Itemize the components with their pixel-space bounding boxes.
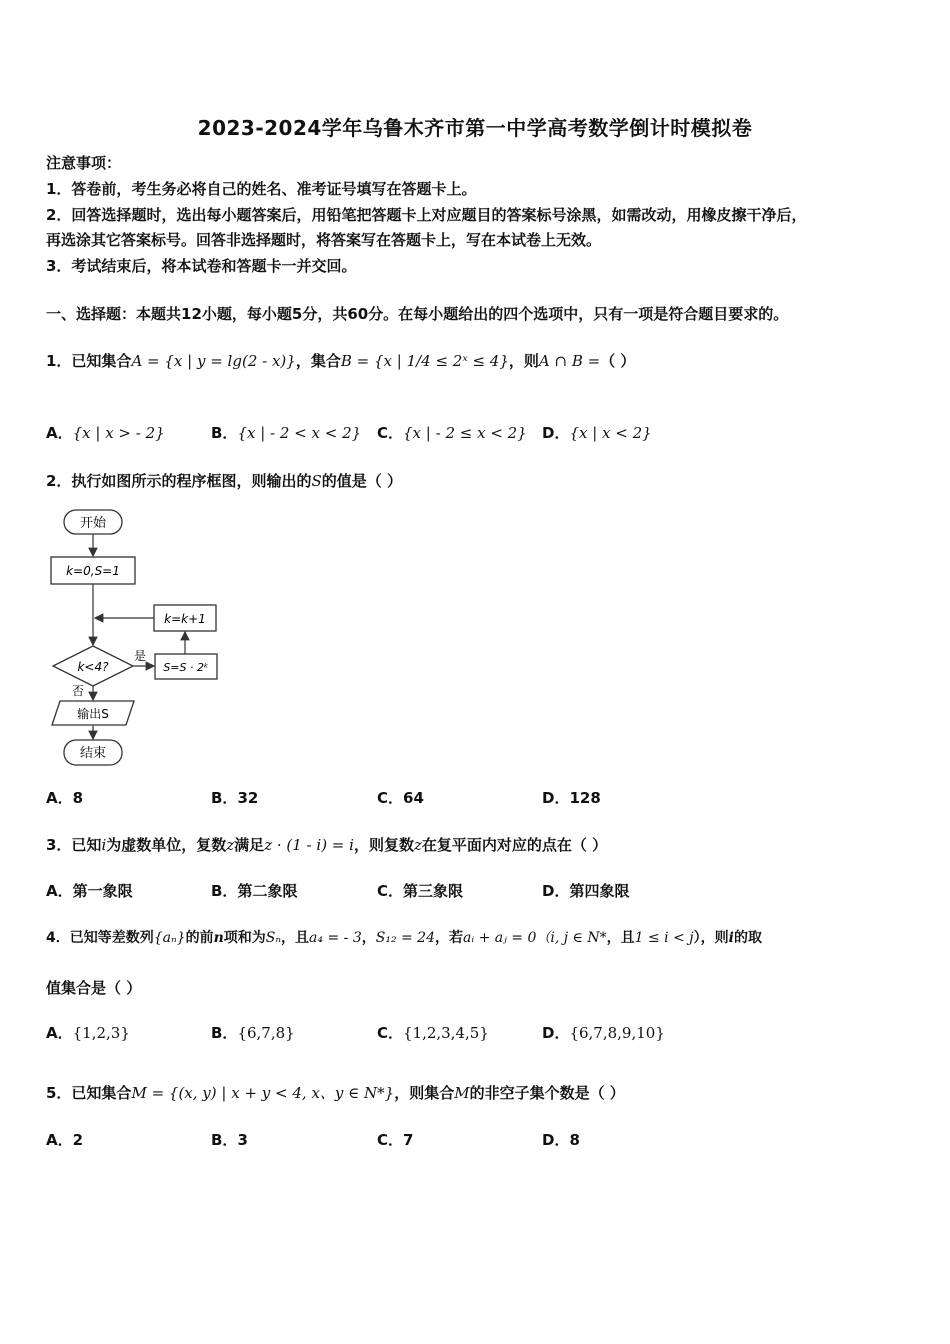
option-value: 3 (237, 1131, 248, 1149)
q1-option-a (46, 422, 165, 443)
flowchart-svg (46, 505, 236, 770)
page-title: 2023-2024学年乌鲁木齐市第一中学高考数学倒计时模拟卷 (197, 116, 753, 140)
q3-text-5: 在复平面内对应的点在（ ） (421, 836, 608, 854)
notice-item-3: 3．考试结束后，将本试卷和答题卡一并交回。 (46, 257, 357, 275)
question-5 (46, 1082, 625, 1103)
option-label: B． (211, 882, 238, 900)
option-label: C． (377, 424, 404, 442)
option-label: A． (46, 1131, 73, 1149)
q4-option-a (46, 1022, 130, 1043)
q3-text-4: ，则复数 (353, 836, 414, 854)
q4-n: n (213, 930, 224, 946)
q2-text: 2．执行如图所示的程序框图，则输出的 (46, 472, 312, 490)
q4-condition: aᵢ + aⱼ = 0 (463, 930, 537, 946)
q4-text-8: 的取 (733, 930, 762, 946)
q4-option-c (377, 1022, 489, 1043)
q4-sep: ， (361, 930, 376, 946)
q1-then: ，则 (508, 352, 539, 370)
q1-expr: A ∩ B = (538, 352, 601, 370)
q1-option-d (542, 422, 652, 443)
option-label: B． (211, 789, 238, 807)
q2-option-d (542, 787, 601, 808)
q5-option-a (46, 1129, 83, 1150)
q1-prefix: 1．已知集合 (46, 352, 132, 370)
option-value: {1,2,3} (72, 1024, 130, 1042)
q4-sn: Sₙ (265, 930, 282, 946)
option-label: D． (542, 1131, 570, 1149)
option-label: B． (211, 1024, 238, 1042)
q1-set-b: B = {x | 1/4 ≤ 2ˣ ≤ 4} (340, 352, 509, 370)
flow-start-label: 开始 (79, 516, 107, 531)
option-label: D． (542, 424, 570, 442)
q3-option-a (46, 880, 133, 901)
option-label: D． (542, 882, 570, 900)
option-label: C． (377, 1024, 404, 1042)
option-label: D． (542, 1024, 570, 1042)
q4-a4: a₄ = - 3 (309, 930, 362, 946)
q3-option-d (542, 880, 629, 901)
option-label: A． (46, 789, 73, 807)
option-value: 7 (403, 1131, 414, 1149)
option-value: 第三象限 (403, 882, 464, 900)
option-value: 8 (72, 789, 84, 807)
q5-text-3: 的非空子集个数是（ ） (469, 1084, 625, 1102)
q4-text-1: 4．已知等差数列 (46, 930, 154, 946)
option-label: C． (377, 789, 404, 807)
q3-equation: z · (1 - i) = i (264, 836, 354, 854)
q1-set-a: A = {x | y = lg(2 - x)} (131, 352, 296, 370)
question-3 (46, 834, 607, 855)
notice-item-2-cont: 再选涂其它答案标号。回答非选择题时，将答案写在答题卡上，写在本试卷上无效。 (46, 231, 602, 249)
q4-text-3: 项和为 (223, 930, 266, 946)
option-value: 第四象限 (569, 882, 630, 900)
q5-text-1: 5．已知集合 (46, 1084, 132, 1102)
q2-option-c (377, 787, 424, 808)
q4-text-6: ，且 (606, 930, 635, 946)
q5-option-d (542, 1129, 580, 1150)
q2-option-a (46, 787, 83, 808)
q1-mid: ，集合 (295, 352, 341, 370)
q3-z-2: z (413, 836, 422, 854)
notice-heading: 注意事项： (46, 154, 122, 172)
option-value: {x | - 2 < x < 2} (237, 424, 362, 442)
q2-option-b (211, 787, 258, 808)
option-value: {x | x < 2} (569, 424, 652, 442)
option-label: B． (211, 424, 238, 442)
q5-text-2: ，则集合 (394, 1084, 455, 1102)
q4-text-7: ），则 (693, 930, 729, 946)
q2-tail: 的值是（ ） (321, 472, 402, 490)
flow-cond-label: k<4? (77, 660, 109, 674)
flow-init-label: k=0,S=1 (66, 564, 120, 578)
q5-option-c (377, 1129, 413, 1150)
q3-z: z (226, 836, 235, 854)
option-label: A． (46, 882, 73, 900)
q4-text-4: ，且 (281, 930, 310, 946)
option-value: {1,2,3,4,5} (403, 1024, 489, 1042)
q4-text-2: 的前 (185, 930, 214, 946)
option-value: 第一象限 (72, 882, 133, 900)
q2-var: S (311, 472, 322, 490)
flow-end-label: 结束 (79, 746, 107, 761)
option-label: A． (46, 424, 73, 442)
q4-option-d (542, 1022, 665, 1043)
notice-item-2: 2．回答选择题时，选出每小题答案后，用铅笔把答题卡上对应题目的答案标号涂黑，如需改动，用橡皮擦干净后， (46, 206, 807, 224)
q4-i: i (728, 930, 734, 946)
option-value: 第二象限 (237, 882, 298, 900)
q3-text-2: 为虚数单位，复数 (106, 836, 227, 854)
option-value: {6,7,8,9,10} (569, 1024, 665, 1042)
q5-m: M (454, 1084, 470, 1102)
question-4 (46, 927, 762, 947)
option-label: A． (46, 1024, 73, 1042)
flow-no-label: 否 (71, 684, 85, 698)
q5-option-b (211, 1129, 248, 1150)
q4-sequence: {aₙ} (153, 930, 186, 946)
q4-s12: S₁₂ = 24 (375, 930, 435, 946)
question-2 (46, 470, 402, 491)
flowchart (46, 505, 236, 770)
option-label: B． (211, 1131, 238, 1149)
option-value: 128 (569, 789, 601, 807)
option-value: 8 (569, 1131, 580, 1149)
q1-option-c (377, 422, 527, 443)
q3-option-c (377, 880, 463, 901)
option-value: {x | - 2 ≤ x < 2} (403, 424, 527, 442)
q4-text-5: ，若 (435, 930, 463, 946)
flow-body-label: S=S · 2ᵏ (163, 661, 209, 674)
q3-text-3: 满足 (234, 836, 265, 854)
option-label: C． (377, 882, 404, 900)
q4-domain: （i, j ∈ N* (536, 930, 607, 946)
option-value: 32 (237, 789, 259, 807)
q3-i: i (101, 836, 107, 854)
option-value: {x | x > - 2} (72, 424, 165, 442)
option-label: C． (377, 1131, 404, 1149)
q4-line-2: 值集合是（ ） (46, 979, 142, 997)
q1-option-b (211, 422, 361, 443)
option-value: 2 (72, 1131, 84, 1149)
section-heading: 一、选择题：本题共12小题，每小题5分，共60分。在每小题给出的四个选项中，只有一项是符合题目要求的。 (46, 305, 789, 323)
flow-update-label: k=k+1 (164, 612, 206, 626)
q1-paren: （ ） (600, 352, 636, 370)
option-label: D． (542, 789, 570, 807)
flow-output-label: 输出S (77, 707, 109, 721)
option-value: 64 (403, 789, 424, 807)
q4-range: 1 ≤ i < j (634, 930, 694, 946)
option-value: {6,7,8} (237, 1024, 295, 1042)
q4-option-b (211, 1022, 295, 1043)
question-1 (46, 350, 635, 371)
q5-set: M = {(x, y) | x + y < 4, x、y ∈ N*} (131, 1084, 395, 1102)
notice-item-1: 1．答卷前，考生务必将自己的姓名、准考证号填写在答题卡上。 (46, 180, 477, 198)
q3-text-1: 3．已知 (46, 836, 102, 854)
q3-option-b (211, 880, 297, 901)
flow-yes-label: 是 (133, 649, 147, 663)
